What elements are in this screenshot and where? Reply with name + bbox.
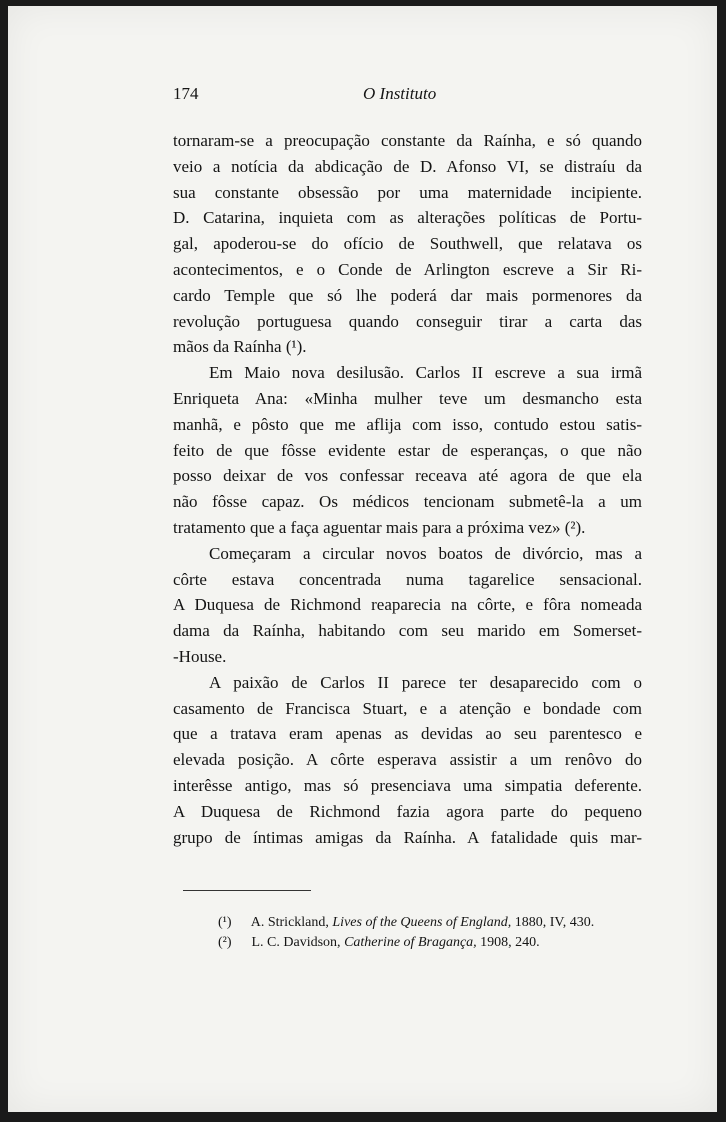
text-line: que a tratava eram apenas as devidas ao seu parentesco e — [173, 724, 642, 744]
footnote-work-title: Catherine of Bragança, — [344, 935, 477, 950]
text-line: feito de que fôsse evidente estar de esperanças, o que não — [173, 440, 642, 460]
footnote-work-title: Lives of the Queens of England, — [332, 915, 512, 930]
running-title: O Instituto — [363, 84, 437, 103]
text-line: casamento de Francisca Stuart, e a atenção e bondade com — [173, 698, 642, 718]
text-line: -House. — [173, 646, 227, 666]
text-line: cardo Temple que só lhe poderá dar mais pormenores da — [173, 285, 642, 305]
text-line: gal, apoderou-se do ofício de Southwell, que relatava os — [173, 234, 642, 254]
text-line: veio a notícia da abdicação de D. Afonso VI, se distraíu da — [173, 156, 642, 176]
footnote-author: A. Strickland, — [250, 915, 329, 930]
text-line: mãos da Raínha (¹). — [173, 337, 307, 357]
text-line: manhã, e pôsto que me aflija com isso, contudo estou satis- — [173, 414, 642, 434]
footnote-1 — [218, 913, 594, 933]
text-line: tratamento que a faça aguentar mais para a próxima vez» (²). — [173, 517, 586, 537]
book-page — [8, 6, 717, 1112]
footnote-marker: (¹) — [218, 915, 232, 930]
footnote-marker: (²) — [218, 935, 232, 950]
page-number: 174 — [173, 84, 199, 103]
text-line: Começaram a circular novos boatos de divórcio, mas a — [209, 543, 642, 563]
text-line: dama da Raínha, habitando com seu marido em Somerset- — [173, 621, 642, 641]
text-line: A paixão de Carlos II parece ter desaparecido com o — [209, 672, 642, 692]
body-text — [173, 128, 642, 850]
footnote-divider — [183, 890, 311, 891]
page-header — [8, 84, 717, 110]
text-line: revolução portuguesa quando conseguir tirar a carta das — [173, 311, 642, 331]
footnotes — [218, 913, 594, 953]
footnote-2 — [218, 933, 594, 953]
text-line: sua constante obsessão por uma maternidade incipiente. — [173, 182, 642, 202]
text-line: côrte estava concentrada numa tagarelice sensacional. — [173, 569, 642, 589]
text-line: grupo de íntimas amigas da Raínha. A fatalidade quis mar- — [173, 827, 642, 847]
text-line: A Duquesa de Richmond fazia agora parte do pequeno — [173, 801, 642, 821]
text-line: acontecimentos, e o Conde de Arlington escreve a Sir Ri- — [173, 259, 642, 279]
footnote-author: L. C. Davidson, — [251, 935, 341, 950]
text-line: elevada posição. A côrte esperava assistir a um renôvo do — [173, 750, 642, 770]
text-line: posso deixar de vos confessar receava até agora de que ela — [173, 466, 642, 486]
text-line: Em Maio nova desilusão. Carlos II escreve a sua irmã — [209, 363, 642, 383]
text-line: interêsse antigo, mas só presenciava uma simpatia deferente. — [173, 775, 642, 795]
text-line: não fôsse capaz. Os médicos tencionam submetê-la a um — [173, 492, 642, 512]
footnote-details: 1880, IV, 430. — [514, 915, 595, 930]
text-line: tornaram-se a preocupação constante da Raínha, e só quando — [173, 131, 642, 150]
text-line: D. Catarina, inquieta com as alterações políticas de Portu- — [173, 208, 642, 228]
footnote-details: 1908, 240. — [480, 935, 540, 950]
text-line: A Duquesa de Richmond reaparecia na côrte, e fôra nomeada — [173, 595, 642, 615]
text-line: Enriqueta Ana: «Minha mulher teve um desmancho esta — [173, 388, 642, 408]
